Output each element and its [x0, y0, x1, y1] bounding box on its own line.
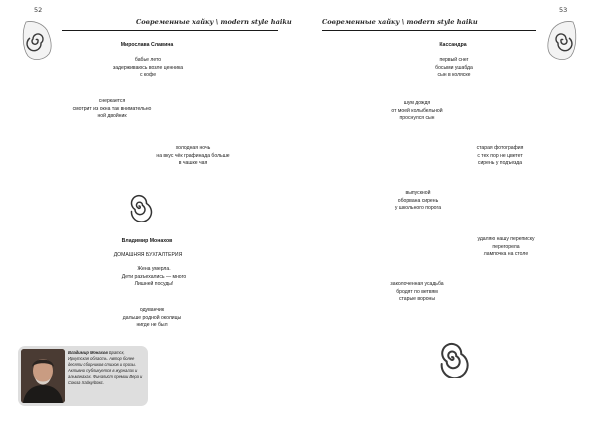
haiku-line: ной двойник — [97, 113, 127, 120]
haiku-line: лампочка на столе — [483, 251, 529, 258]
spiral-ornament-icon — [430, 338, 474, 378]
haiku-line: с тех пор не цветет — [477, 152, 523, 159]
haiku-line: бродят по ветвям — [396, 288, 438, 295]
haiku-line: удаляю нашу переписку — [477, 236, 535, 242]
left-header-rule — [62, 30, 278, 31]
haiku-line: первый снег — [439, 57, 469, 63]
haiku-line: босыми ушабда — [435, 64, 473, 71]
haiku-line: одуванчик — [139, 307, 165, 313]
haiku-line: у школьного порога — [394, 205, 442, 212]
haiku — [372, 100, 462, 123]
haiku-line: смотрит из окна так внимательно — [72, 105, 152, 112]
author-bio-card — [18, 346, 148, 406]
right-header-rule — [322, 30, 536, 31]
haiku-line: проснулся сын — [399, 115, 435, 122]
haiku-line: перегорела — [492, 243, 520, 250]
scroll-ornament-icon — [20, 18, 54, 62]
haiku-line: на вкус чёк графинада больше — [156, 152, 230, 159]
haiku-line: сирень у подъезда — [477, 160, 523, 167]
author-photo — [21, 349, 65, 403]
haiku-line: Лишней посуды! — [134, 281, 174, 288]
bio-author-name: Владимир Монахов — [68, 350, 108, 355]
haiku-line: старая фотография — [476, 145, 524, 151]
haiku-line: от моей колыбельной — [391, 107, 443, 114]
haiku-line: оборвана сирень — [397, 197, 439, 204]
left-running-head: Современные хайку \ modern style haiku — [136, 18, 292, 26]
haiku-line: с кофе — [139, 72, 157, 79]
haiku — [104, 266, 204, 289]
haiku-line: дальше родной околицы — [122, 314, 182, 321]
right-running-head: Современные хайку \ modern style haiku — [322, 18, 478, 26]
author-bio-text — [68, 350, 146, 386]
haiku — [102, 307, 202, 330]
haiku-line: Жена умерла. — [137, 266, 171, 272]
portrait-image — [21, 349, 65, 403]
haiku-line: сын в коляске — [437, 72, 471, 79]
haiku-line: снеркается — [98, 98, 126, 104]
haiku — [148, 145, 238, 168]
haiku — [456, 236, 556, 259]
haiku-line: Дети разъехались — много — [121, 273, 187, 280]
haiku-line: заколоченная усадьба — [390, 281, 444, 287]
haiku — [108, 57, 188, 80]
haiku-line: холодная ночь — [175, 145, 211, 151]
haiku — [456, 145, 544, 168]
bio-description: Братск, Иркутская область. Автор более десяти сборников стихов и прозы. Активно публикуется в журналах и альманахах. Финалист премии Вера и Союза Хайку/Бокс. — [68, 350, 143, 385]
haiku — [374, 190, 462, 213]
author-name: Владимир Монахов — [121, 238, 173, 244]
haiku — [372, 281, 462, 304]
haiku-line: в чашке чая — [178, 160, 208, 167]
author-name: Кассандра — [439, 42, 467, 48]
right-page-number: 53 — [559, 6, 568, 14]
haiku — [410, 57, 498, 80]
haiku-line: нигде не был — [136, 322, 168, 329]
author-name: Мирослава Славина — [120, 42, 174, 48]
spiral-ornament-icon — [124, 192, 154, 222]
haiku-line: старые вороны — [398, 296, 436, 303]
haiku-line: задерживаюсь возле ценника — [112, 64, 184, 71]
haiku — [62, 98, 162, 121]
haiku-line: бабье лето — [134, 57, 162, 63]
haiku-line: шум дождя — [403, 100, 431, 106]
haiku-line: выпускной — [405, 190, 431, 196]
scroll-ornament-icon — [545, 18, 579, 62]
haiku-title: ДОМАШНЯЯ БУХГАЛТЕРИЯ — [113, 252, 183, 258]
left-page-number: 52 — [34, 6, 43, 14]
